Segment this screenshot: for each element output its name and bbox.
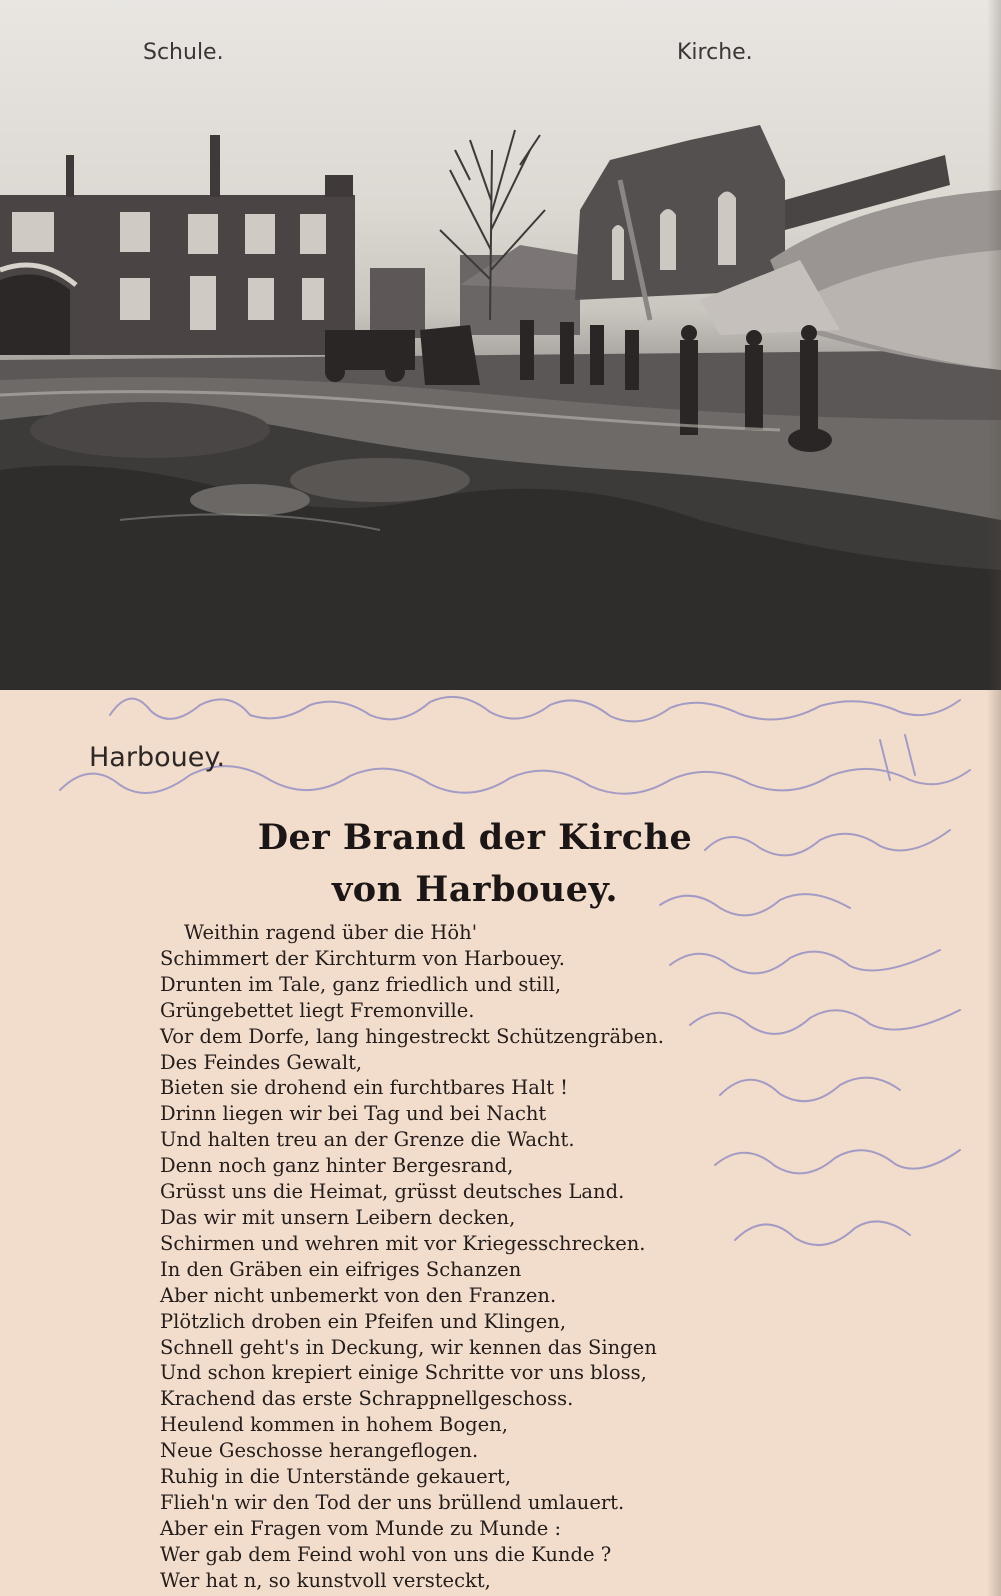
poem-line: Denn noch ganz hinter Bergesrand, — [160, 1154, 514, 1178]
poem-title-line-1: Der Brand der Kirche — [257, 817, 693, 858]
poem-line: Grüngebettet liegt Fremonville. — [160, 998, 475, 1022]
ruins-photo — [0, 0, 1001, 690]
poem-line: Wer gab dem Feind wohl von uns die Kunde ? — [160, 1542, 612, 1566]
poem-line: Krachend das erste Schrappnellgeschoss. — [160, 1387, 574, 1411]
poem-line: Ruhig in die Unterstände gekauert, — [160, 1465, 512, 1489]
poem-line: Aber ein Fragen vom Munde zu Munde : — [160, 1516, 562, 1540]
place-name: Harbouey. — [89, 742, 226, 773]
poem-line: Neue Geschosse herangeflogen. — [160, 1439, 479, 1463]
poem-line: Drunten im Tale, ganz friedlich und still, — [160, 972, 562, 996]
poem-line: Bieten sie drohend ein furchtbares Halt ! — [160, 1076, 568, 1100]
poem-line: Des Feindes Gewalt, — [160, 1050, 363, 1074]
poem-line: Schimmert der Kirchturm von Harbouey. — [160, 946, 565, 970]
poem-line: In den Gräben ein eifriges Schanzen — [160, 1257, 522, 1281]
poem-line: Das wir mit unsern Leibern decken, — [160, 1205, 516, 1229]
poem-line: Grüsst uns die Heimat, grüsst deutsches Land. — [160, 1180, 625, 1204]
school-ruin — [0, 135, 355, 355]
poem-line: Vor dem Dorfe, lang hingestreckt Schützengräben. — [160, 1024, 664, 1048]
poem-line: Drinn liegen wir bei Tag und bei Nacht — [160, 1102, 547, 1126]
poem-line: Flieh'n wir den Tod der uns brüllend umlauert. — [160, 1490, 625, 1514]
caption-church: Kirche. — [677, 40, 753, 65]
poem-text — [160, 920, 664, 1594]
poem-line: Heulend kommen in hohem Bogen, — [160, 1413, 508, 1437]
poem-line: Wer hat n, so kunstvoll versteckt, — [160, 1568, 491, 1592]
poem-line: Plötzlich droben ein Pfeifen und Klingen, — [160, 1309, 567, 1333]
poem-line: Aber nicht unbemerkt von den Franzen. — [160, 1283, 557, 1307]
poem-line: Schnell geht's in Deckung, wir kennen das Singen — [160, 1335, 657, 1359]
caption-school: Schule. — [143, 40, 224, 65]
poem-title — [120, 812, 830, 916]
card-edge — [987, 0, 1001, 1596]
poem-line: Und schon krepiert einige Schritte vor uns bloss, — [160, 1361, 647, 1385]
poem-line: Und halten treu an der Grenze die Wacht. — [160, 1128, 575, 1152]
poem-line: Weithin ragend über die Höh' — [184, 921, 478, 944]
poem-title-line-2: von Harbouey. — [331, 869, 619, 910]
ruins-photo-illustration — [0, 0, 1001, 690]
poem-line: Schirmen und wehren mit vor Kriegesschrecken. — [160, 1231, 646, 1255]
